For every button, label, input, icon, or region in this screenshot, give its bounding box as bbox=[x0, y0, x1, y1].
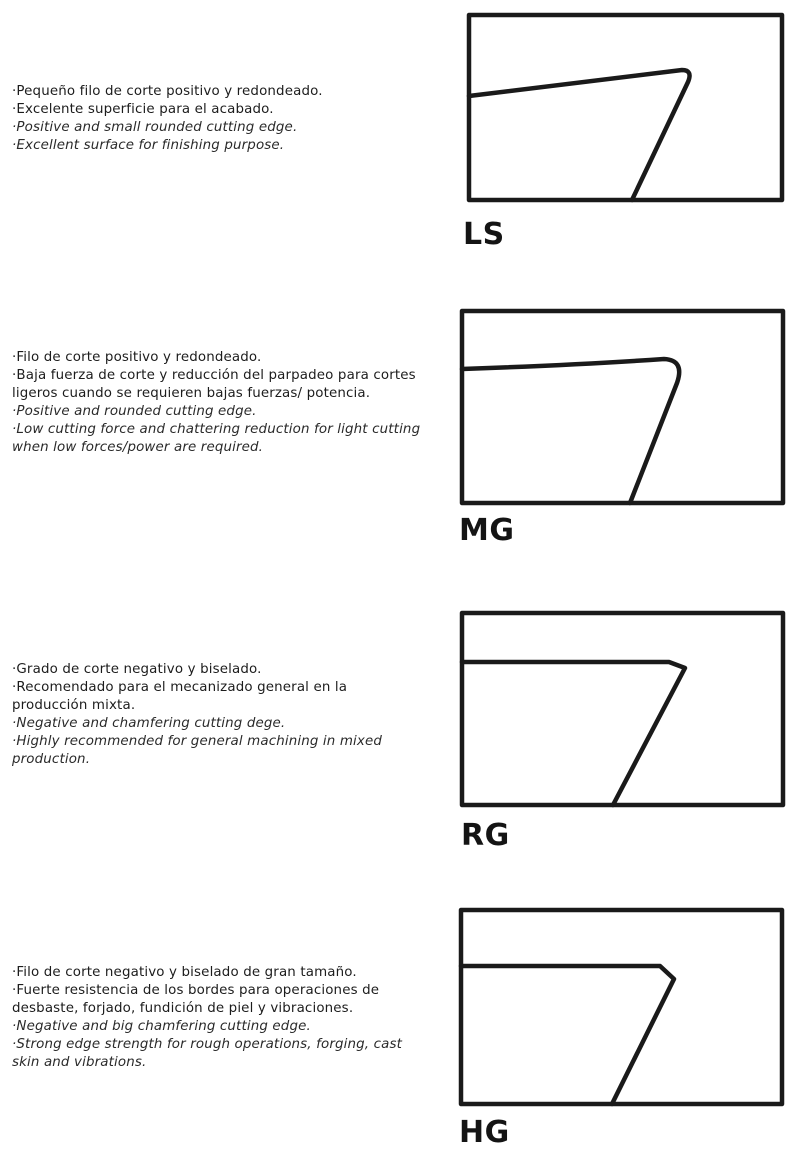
insert-outline bbox=[462, 613, 783, 805]
geometry-description-ls bbox=[12, 83, 427, 155]
description-en-line: ·Negative and chamfering cutting dege. bbox=[12, 716, 286, 731]
description-es-line: ·Recomendado para el mecanizado general en la producción mixta. bbox=[12, 680, 348, 713]
insert-outline bbox=[462, 311, 783, 503]
cutting-edge-profile bbox=[461, 966, 674, 1104]
geometry-description-hg bbox=[12, 964, 427, 1072]
cutting-edge-profile bbox=[462, 359, 679, 503]
geometry-description-mg bbox=[12, 349, 427, 457]
description-en-line: ·Low cutting force and chattering reduction for light cutting when low forces/power are required. bbox=[12, 422, 421, 455]
description-es-line: ·Grado de corte negativo y biselado. bbox=[12, 662, 262, 677]
description-en-line: ·Highly recommended for general machining in mixed production. bbox=[12, 734, 383, 767]
cutting-edge-profile bbox=[462, 662, 685, 805]
description-es-line: ·Fuerte resistencia de los bordes para operaciones de desbaste, forjado, fundición de piel y vibraciones. bbox=[12, 983, 380, 1016]
negative-chamfer-edge-icon bbox=[459, 610, 787, 808]
description-es-line: ·Filo de corte positivo y redondeado. bbox=[12, 350, 262, 365]
description-es-line: ·Excelente superficie para el acabado. bbox=[12, 102, 274, 117]
negative-big-chamfer-edge-icon bbox=[458, 907, 786, 1107]
positive-rounded-edge-icon bbox=[459, 308, 787, 506]
description-en-line: ·Negative and big chamfering cutting edge. bbox=[12, 1019, 311, 1034]
geometry-code-ls: LS bbox=[463, 217, 505, 252]
description-es-line: ·Pequeño filo de corte positivo y redondeado. bbox=[12, 84, 323, 99]
description-en-line: ·Positive and small rounded cutting edge. bbox=[12, 120, 298, 135]
description-en-line: ·Positive and rounded cutting edge. bbox=[12, 404, 257, 419]
description-en-line: ·Excellent surface for finishing purpose. bbox=[12, 138, 285, 153]
geometry-code-mg: MG bbox=[459, 513, 515, 548]
description-en-line: ·Strong edge strength for rough operations, forging, cast skin and vibrations. bbox=[12, 1037, 402, 1070]
geometry-description-rg bbox=[12, 661, 427, 769]
insert-outline bbox=[461, 910, 782, 1104]
positive-small-rounded-edge-icon bbox=[466, 12, 786, 204]
geometry-code-hg: HG bbox=[459, 1115, 510, 1150]
description-es-line: ·Baja fuerza de corte y reducción del parpadeo para cortes ligeros cuando se requieren bajas fuerzas/ potencia. bbox=[12, 368, 416, 401]
geometry-code-rg: RG bbox=[461, 818, 510, 853]
cutting-edge-profile bbox=[469, 70, 690, 200]
insert-outline bbox=[469, 15, 782, 200]
description-es-line: ·Filo de corte negativo y biselado de gran tamaño. bbox=[12, 965, 357, 980]
